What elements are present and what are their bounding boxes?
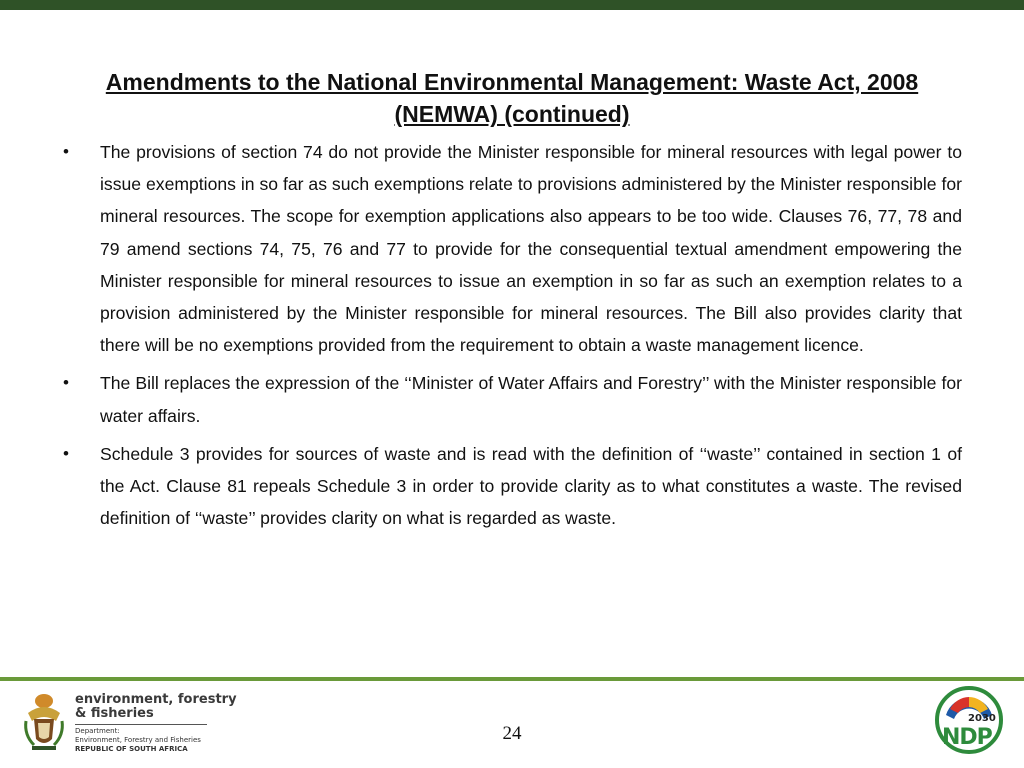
department-name-line: environment, forestry (75, 692, 237, 707)
bullet-list (60, 136, 962, 540)
coat-of-arms-icon (20, 691, 68, 753)
bullet-text: The Bill replaces the expression of the ‘‘Minister of Water Affairs and Forestry’’ with the Minister responsible for water affairs. (100, 373, 962, 426)
department-name (75, 693, 237, 721)
top-bar (0, 0, 1024, 10)
bullet-item (60, 136, 962, 361)
ndp-year: 2030 (968, 713, 996, 724)
department-name-line: & fisheries (75, 706, 154, 721)
slide-footer (0, 681, 1024, 768)
department-sub-line: Department: (75, 727, 120, 735)
bullet-mark: • (63, 373, 69, 393)
bullet-item (60, 367, 962, 431)
bullet-mark: • (63, 443, 69, 463)
country-name: REPUBLIC OF SOUTH AFRICA (75, 745, 188, 753)
department-rule (75, 724, 207, 725)
bullet-mark: • (63, 142, 69, 161)
department-subtitle (75, 727, 201, 754)
bullet-text: Schedule 3 provides for sources of waste and is read with the definition of ‘‘waste’’ contained in section 1 of the Act. Clause 81 repeals Schedule 3 in order to provide clarity as to what constitutes a waste. The revised definition of ‘‘waste’’ provides clarity on what is regarded as waste. (100, 443, 962, 529)
bullet-text: The provisions of section 74 do not provide the Minister responsible for mineral resources with legal power to issue exemptions in so far as such exemptions relate to provisions administered by the Minister responsible for mineral resources. The scope for exemption applications also appears to be too wide. Clauses 76, 77, 78 and 79 amend sections 74, 75, 76 and 77 to provide for the consequential textual amendment empowering the Minister responsible for mineral resources to issue an exemption in so far as such an exemption relates to a provision administered by the Minister responsible for mineral resources. The Bill also provides clarity that there will be no exemptions provided from the requirement to obtain a waste management licence. (100, 142, 962, 356)
page-number: 24 (502, 723, 522, 744)
department-sub-line: Environment, Forestry and Fisheries (75, 736, 201, 744)
slide-title: Amendments to the National Environmental Management: Waste Act, 2008 (NEMWA) (continued) (105, 69, 919, 127)
bullet-item (60, 438, 962, 535)
ndp-label: NDP (942, 725, 992, 750)
